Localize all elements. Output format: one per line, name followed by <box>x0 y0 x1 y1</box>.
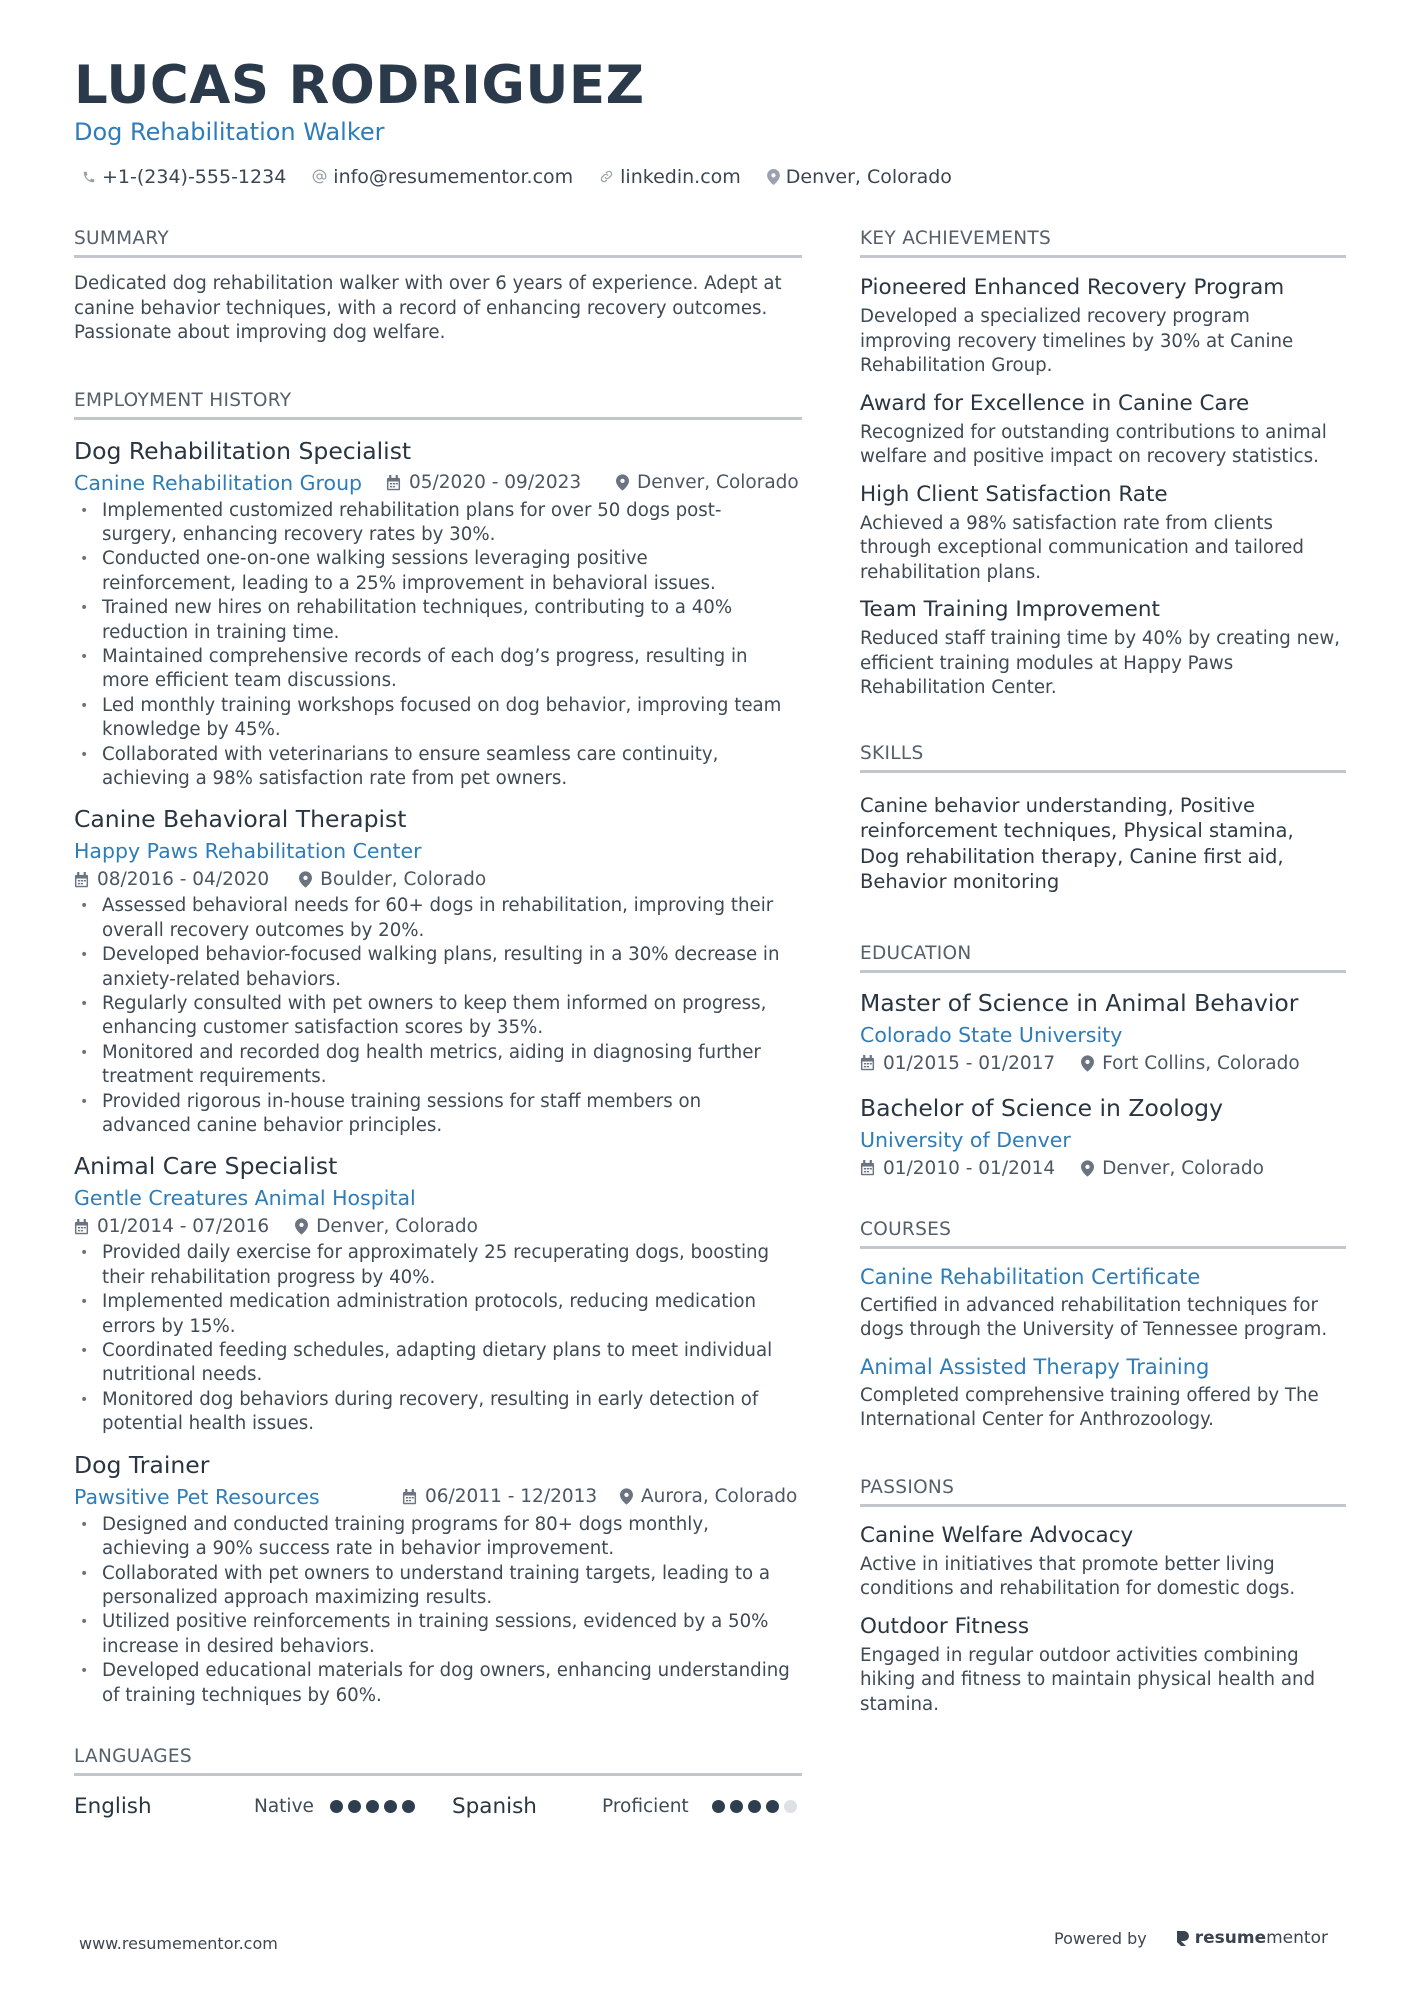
desc-line: Achieved a 98% satisfaction rate from clients <box>860 512 1274 534</box>
job-bullet <box>74 1513 802 1562</box>
phone-icon <box>82 170 96 184</box>
bullet-line: enhancing customer satisfaction scores by 35%. <box>102 1017 544 1039</box>
achievement-item <box>860 597 1346 701</box>
job-meta <box>74 1216 802 1237</box>
job-dates-text: 05/2020 - 09/2023 <box>409 472 582 493</box>
location-pin-icon <box>1081 1055 1094 1072</box>
job-bullet <box>74 547 802 596</box>
bullet-line: • Designed and conducted training programs for 80+ dogs monthly, <box>102 1513 709 1535</box>
course-title[interactable]: Animal Assisted Therapy Training <box>860 1354 1210 1379</box>
bullet-line: • Assessed behavioral needs for 60+ dogs in rehabilitation, improving their <box>102 895 774 917</box>
job-title: Dog Rehabilitation Specialist <box>74 436 412 465</box>
bullet-line: • Implemented customized rehabilitation plans for over 50 dogs post- <box>102 499 722 521</box>
job-dates-text: 01/2014 - 07/2016 <box>97 1216 270 1238</box>
course-desc <box>860 1294 1346 1343</box>
summary-text <box>74 272 802 346</box>
desc-line: Certified in advanced rehabilitation techniques for <box>860 1294 1319 1316</box>
bullet-line: • Developed educational materials for dog owners, enhancing understanding <box>102 1660 790 1682</box>
rating-dot-filled <box>730 1800 743 1813</box>
bullet-line: • Trained new hires on rehabilitation techniques, contributing to a 40% <box>102 597 733 619</box>
education-heading: EDUCATION <box>860 943 1346 973</box>
desc-line: rehabilitation plans. <box>860 561 1042 583</box>
location-pin-icon <box>299 871 312 888</box>
job-title: Canine Behavioral Therapist <box>74 805 407 834</box>
education-location <box>1081 1053 1300 1074</box>
languages-heading: LANGUAGES <box>74 1746 802 1776</box>
education-meta <box>860 1158 1346 1179</box>
bullet-line: achieving a 90% success rate in behavior improvement. <box>102 1538 615 1560</box>
bullet-line: their rehabilitation progress by 40%. <box>102 1266 436 1288</box>
skills-text <box>860 793 1346 895</box>
location-pin-icon <box>616 474 629 491</box>
contact-bar <box>74 166 1346 188</box>
right-column <box>860 228 1346 1717</box>
achievement-title: Team Training Improvement <box>860 597 1160 622</box>
course-desc <box>860 1384 1346 1433</box>
language-name: Spanish <box>452 1793 537 1819</box>
rating-dot-filled <box>366 1800 379 1813</box>
passions-heading: PASSIONS <box>860 1477 1346 1507</box>
job-entry <box>74 1451 802 1708</box>
job-bullets <box>74 894 802 1138</box>
job-meta <box>74 471 802 495</box>
language-item <box>74 1794 452 1819</box>
desc-line: stamina. <box>860 1693 939 1715</box>
education-item <box>860 989 1346 1074</box>
job-bullet <box>74 1610 802 1659</box>
language-level: Proficient <box>602 1795 689 1817</box>
course-item <box>860 1265 1346 1343</box>
job-bullet <box>74 894 802 943</box>
bullet-line: reduction in training time. <box>102 621 340 643</box>
rating-dot-filled <box>330 1800 343 1813</box>
bullet-line: advanced canine behavior principles. <box>102 1115 443 1137</box>
job-dates-text: 08/2016 - 04/2020 <box>97 869 270 891</box>
achievement-desc <box>860 421 1346 470</box>
rating-dot-filled <box>748 1800 761 1813</box>
job-location-text: Denver, Colorado <box>637 472 799 493</box>
bullet-line: • Utilized positive reinforcements in training sessions, evidenced by a 50% <box>102 1611 769 1633</box>
desc-line: Reduced staff training time by 40% by creating new, <box>860 628 1340 649</box>
job-meta <box>74 1485 802 1509</box>
desc-line: improving recovery timelines by 30% at Canine <box>860 330 1294 352</box>
passion-item <box>860 1523 1346 1602</box>
summary-line: canine behavior techniques, with a record of enhancing recovery outcomes. <box>74 297 768 319</box>
bullet-line: anxiety-related behaviors. <box>102 968 342 990</box>
bullet-line: • Implemented medication administration protocols, reducing medication <box>102 1291 757 1313</box>
degree-title: Bachelor of Science in Zoology <box>860 1093 1223 1122</box>
bullet-line: • Provided daily exercise for approximately 25 recuperating dogs, boosting <box>102 1242 770 1264</box>
language-item <box>452 1794 802 1819</box>
calendar-icon <box>860 1160 875 1176</box>
bullet-line: increase in desired behaviors. <box>102 1635 375 1657</box>
achievement-item <box>860 275 1346 379</box>
at-icon <box>312 169 327 184</box>
email-text: info@resumementor.com <box>333 165 574 188</box>
bullet-line: knowledge by 45%. <box>102 719 281 741</box>
calendar-icon <box>74 872 89 888</box>
bullet-line: • Conducted one-on-one walking sessions leveraging positive <box>102 548 648 570</box>
employment-heading: EMPLOYMENT HISTORY <box>74 390 802 420</box>
skills-heading: SKILLS <box>860 743 1346 773</box>
achievement-title: Pioneered Enhanced Recovery Program <box>860 275 1285 300</box>
location-pin-icon <box>295 1218 308 1235</box>
job-location-text: Denver, Colorado <box>316 1216 478 1238</box>
desc-line: welfare and positive impact on recovery statistics. <box>860 446 1319 467</box>
job-bullet <box>74 1339 802 1388</box>
linkedin-text: linkedin.com <box>620 165 741 188</box>
job-bullet <box>74 992 802 1041</box>
job-bullet <box>74 1090 802 1139</box>
education-location <box>1081 1158 1264 1179</box>
languages-list <box>74 1794 802 1819</box>
calendar-icon <box>386 475 401 491</box>
rating-dot-filled <box>712 1800 725 1813</box>
rating-dot-empty <box>784 1800 797 1813</box>
company-name: Gentle Creatures Animal Hospital <box>74 1186 416 1211</box>
bullet-line: • Developed behavior-focused walking plans, resulting in a 30% decrease in <box>102 944 780 966</box>
summary-line: Passionate about improving dog welfare. <box>74 322 446 343</box>
bullet-line: of training techniques by 60%. <box>102 1684 382 1706</box>
desc-line: International Center for Anthrozoology. <box>860 1409 1214 1430</box>
powered-by-label: Powered by <box>1054 1928 1147 1948</box>
school-name: Colorado State University <box>860 1022 1123 1047</box>
job-bullets <box>74 499 802 792</box>
job-bullet <box>74 1041 802 1090</box>
summary-heading: SUMMARY <box>74 228 802 258</box>
education-item <box>860 1094 1346 1179</box>
desc-line: Rehabilitation Group. <box>860 355 1053 376</box>
brand-light-text: mentor <box>1266 1928 1328 1948</box>
bullet-line: potential health issues. <box>102 1413 315 1435</box>
desc-line: Developed a specialized recovery program <box>860 306 1250 327</box>
language-level: Native <box>254 1795 314 1817</box>
job-location-text: Aurora, Colorado <box>641 1486 798 1508</box>
job-bullet <box>74 596 802 645</box>
education-dates <box>860 1158 1055 1179</box>
job-bullet <box>74 743 802 792</box>
passion-title: Canine Welfare Advocacy <box>860 1522 1134 1548</box>
job-bullets <box>74 1513 802 1708</box>
job-dates <box>74 1216 269 1237</box>
contact-phone[interactable] <box>82 166 286 188</box>
job-dates <box>386 472 616 493</box>
bullet-line: achieving a 98% satisfaction rate from pet owners. <box>102 767 568 789</box>
course-item <box>860 1355 1346 1433</box>
bullet-line: surgery, enhancing recovery rates by 30%. <box>102 523 496 545</box>
location-pin-icon <box>620 1488 633 1505</box>
company-name: Canine Rehabilitation Group <box>74 470 363 495</box>
desc-line: conditions and rehabilitation for domestic dogs. <box>860 1578 1296 1599</box>
company-name: Happy Paws Rehabilitation Center <box>74 839 422 864</box>
job-bullet <box>74 1659 802 1708</box>
candidate-role: Dog Rehabilitation Walker <box>74 117 385 146</box>
brand-bold-text: resume <box>1194 1928 1267 1948</box>
job-bullets <box>74 1241 802 1436</box>
job-location <box>616 472 799 493</box>
brand-logo[interactable] <box>1175 1928 1328 1948</box>
contact-linkedin[interactable] <box>599 166 741 188</box>
footer-website[interactable]: www.resumementor.com <box>79 1934 278 1953</box>
job-location <box>299 869 486 890</box>
link-icon <box>599 169 614 184</box>
education-meta <box>860 1053 1346 1074</box>
summary-line: Dedicated dog rehabilitation walker with over 6 years of experience. Adept at <box>74 273 782 294</box>
desc-line: efficient training modules at Happy Paws <box>860 652 1234 674</box>
skills-line: Dog rehabilitation therapy, Canine first aid, <box>860 844 1284 868</box>
achievement-desc <box>860 305 1346 379</box>
job-bullet <box>74 1241 802 1290</box>
skills-line: Canine behavior understanding, Positive <box>860 793 1256 817</box>
desc-line: Recognized for outstanding contributions to animal <box>860 421 1327 443</box>
location-text: Denver, Colorado <box>785 165 952 188</box>
education-dates-text: 01/2010 - 01/2014 <box>883 1157 1056 1179</box>
achievement-desc <box>860 512 1346 586</box>
job-dates-text: 06/2011 - 12/2013 <box>425 1486 598 1508</box>
location-pin-icon <box>1081 1160 1094 1177</box>
job-bullet <box>74 1290 802 1339</box>
bullet-line: • Regularly consulted with pet owners to keep them informed on progress, <box>102 993 767 1014</box>
contact-location <box>767 166 952 188</box>
rating-dot-filled <box>766 1800 779 1813</box>
achievements-heading: KEY ACHIEVEMENTS <box>860 228 1346 258</box>
rating-dot-filled <box>348 1800 361 1813</box>
desc-line: Completed comprehensive training offered by The <box>860 1384 1319 1406</box>
achievement-title: High Client Satisfaction Rate <box>860 481 1168 507</box>
resumementor-logo-icon <box>1175 1929 1191 1947</box>
bullet-line: more efficient team discussions. <box>102 670 397 692</box>
calendar-icon <box>402 1489 417 1505</box>
footer-powered-by <box>1054 1928 1328 1948</box>
achievement-desc <box>860 627 1346 701</box>
education-location-text: Denver, Colorado <box>1102 1157 1264 1179</box>
calendar-icon <box>860 1055 875 1071</box>
job-entry <box>74 1152 802 1436</box>
contact-email[interactable] <box>312 166 573 188</box>
job-bullet <box>74 1388 802 1437</box>
bullet-line: • Maintained comprehensive records of each dog’s progress, resulting in <box>102 645 748 667</box>
bullet-line: • Collaborated with pet owners to understand training targets, leading to a <box>102 1562 770 1584</box>
desc-line: Active in initiatives that promote better living <box>860 1553 1275 1575</box>
achievement-title: Award for Excellence in Canine Care <box>860 390 1250 416</box>
job-bullet <box>74 499 802 548</box>
desc-line: Engaged in regular outdoor activities combining <box>860 1644 1299 1666</box>
bullet-line: • Provided rigorous in-house training sessions for staff members on <box>102 1090 702 1112</box>
rating-dot-filled <box>384 1800 397 1813</box>
language-name: English <box>74 1793 152 1819</box>
bullet-line: • Monitored and recorded dog health metrics, aiding in diagnosing further <box>102 1041 761 1063</box>
degree-title: Master of Science in Animal Behavior <box>860 988 1299 1017</box>
job-bullet <box>74 943 802 992</box>
phone-text: +1-(234)-555-1234 <box>102 165 287 188</box>
bullet-line: personalized approach maximizing results. <box>102 1586 493 1608</box>
desc-line: hiking and fitness to maintain physical health and <box>860 1669 1316 1690</box>
courses-heading: COURSES <box>860 1219 1346 1249</box>
education-dates <box>860 1053 1055 1074</box>
passion-desc <box>860 1644 1346 1718</box>
rating-dot-filled <box>402 1800 415 1813</box>
job-meta <box>74 869 802 890</box>
language-rating <box>712 1800 802 1813</box>
course-title[interactable]: Canine Rehabilitation Certificate <box>860 1264 1201 1289</box>
education-dates-text: 01/2015 - 01/2017 <box>883 1052 1056 1074</box>
left-column <box>74 228 802 1819</box>
skills-line: reinforcement techniques, Physical stamina, <box>860 819 1294 842</box>
job-location-text: Boulder, Colorado <box>320 869 487 891</box>
job-entry <box>74 437 802 792</box>
bullet-line: • Monitored dog behaviors during recovery, resulting in early detection of <box>102 1388 759 1410</box>
job-dates <box>74 869 269 890</box>
job-bullet <box>74 1562 802 1611</box>
school-name: University of Denver <box>860 1127 1071 1152</box>
desc-line: dogs through the University of Tennessee program. <box>860 1319 1328 1340</box>
job-dates <box>402 1486 620 1507</box>
achievement-item <box>860 391 1346 470</box>
education-location-text: Fort Collins, Colorado <box>1102 1052 1300 1074</box>
candidate-name: LUCAS RODRIGUEZ <box>74 55 645 116</box>
resume-page <box>74 55 1346 1819</box>
bullet-line: • Led monthly training workshops focused on dog behavior, improving team <box>102 694 782 716</box>
desc-line: through exceptional communication and tailored <box>860 537 1304 558</box>
bullet-line: errors by 15%. <box>102 1315 236 1337</box>
desc-line: Rehabilitation Center. <box>860 677 1057 698</box>
skills-line: Behavior monitoring <box>860 870 1060 893</box>
job-bullet <box>74 694 802 743</box>
passion-item <box>860 1614 1346 1718</box>
bullet-line: reinforcement, leading to a 25% improvement in behavioral issues. <box>102 572 716 594</box>
job-title: Dog Trainer <box>74 1450 210 1479</box>
bullet-line: • Collaborated with veterinarians to ensure seamless care continuity, <box>102 743 719 765</box>
bullet-line: treatment requirements. <box>102 1066 327 1088</box>
job-bullet <box>74 645 802 694</box>
job-entry <box>74 805 802 1138</box>
language-rating <box>330 1800 420 1813</box>
achievement-item <box>860 482 1346 586</box>
company-name: Pawsitive Pet Resources <box>74 1484 320 1509</box>
bullet-line: nutritional needs. <box>102 1364 263 1386</box>
job-title: Animal Care Specialist <box>74 1152 338 1181</box>
bullet-line: • Coordinated feeding schedules, adapting dietary plans to meet individual <box>102 1340 773 1362</box>
passion-title: Outdoor Fitness <box>860 1613 1030 1639</box>
bullet-line: overall recovery outcomes by 20%. <box>102 919 425 941</box>
job-location <box>295 1216 478 1237</box>
location-pin-icon <box>767 169 780 185</box>
job-location <box>620 1486 797 1507</box>
passion-desc <box>860 1553 1346 1602</box>
calendar-icon <box>74 1219 89 1235</box>
